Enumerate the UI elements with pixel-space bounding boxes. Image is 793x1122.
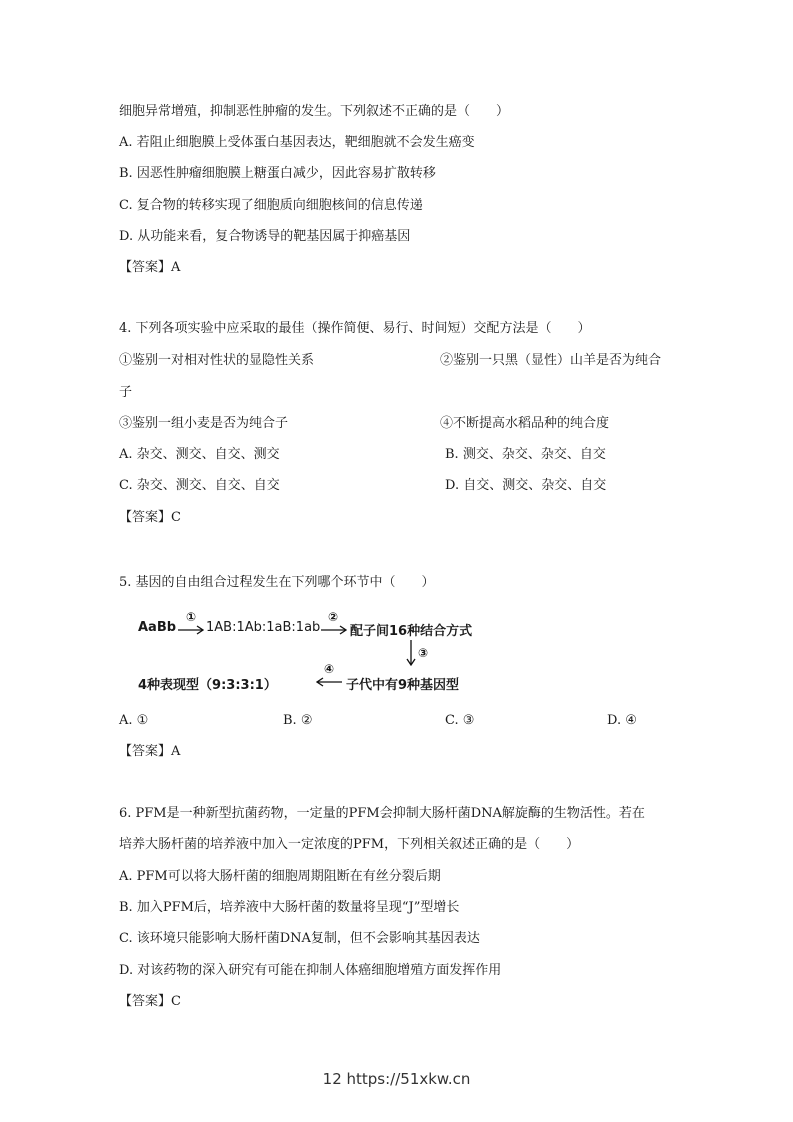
q6-stem-line-1: 6. PFM是一种新型抗菌药物，一定量的PFM会抑制大肠杆菌DNA解旋酶的生物活性。若在	[119, 806, 645, 821]
diagram-step-3: ③	[418, 646, 429, 660]
q5-option-c: C. ③	[445, 713, 475, 728]
arrow-right-icon	[321, 625, 347, 635]
diagram-combinations: 配子间16种结合方式	[350, 624, 473, 639]
q6-option-c: C. 该环境只能影响大肠杆菌DNA复制，但不会影响其基因表达	[119, 931, 480, 946]
arrow-right-icon	[178, 625, 204, 635]
q3-option-a: A. 若阻止细胞膜上受体蛋白基因表达，靶细胞就不会发生癌变	[119, 135, 475, 150]
arrow-left-icon	[316, 677, 342, 687]
q5-process-diagram	[138, 610, 498, 696]
q6-option-d: D. 对该药物的深入研究有可能在抑制人体癌细胞增殖方面发挥作用	[119, 963, 502, 978]
diagram-step-4: ④	[324, 662, 335, 676]
q3-option-b: B. 因恶性肿瘤细胞膜上糖蛋白减少，因此容易扩散转移	[119, 166, 436, 181]
q4-item-3: ③鉴别一组小麦是否为纯合子	[119, 416, 289, 431]
q5-option-b: B. ②	[283, 713, 313, 728]
q4-option-d: D. 自交、测交、杂交、自交	[445, 478, 607, 493]
diagram-step-1: ①	[186, 610, 197, 624]
q6-option-a: A. PFM可以将大肠杆菌的细胞周期阻断在有丝分裂后期	[119, 869, 441, 884]
q5-option-d: D. ④	[607, 713, 637, 728]
diagram-genotypes: 子代中有9种基因型	[346, 678, 460, 693]
arrow-down-icon	[406, 640, 416, 666]
q3-option-d: D. 从功能来看，复合物诱导的靶基因属于抑癌基因	[119, 229, 411, 244]
q4-option-b: B. 测交、杂交、杂交、自交	[445, 447, 606, 462]
diagram-gametes: 1AB:1Ab:1aB:1ab	[206, 620, 321, 635]
q6-answer: 【答案】C	[119, 994, 181, 1009]
q4-option-c: C. 杂交、测交、自交、自交	[119, 478, 280, 493]
q4-stem: 4. 下列各项实验中应采取的最佳（操作简便、易行、时间短）交配方法是（ ）	[119, 321, 591, 336]
q5-stem: 5. 基因的自由组合过程发生在下列哪个环节中（ ）	[119, 575, 435, 590]
q3-answer: 【答案】A	[119, 260, 181, 275]
q3-option-c: C. 复合物的转移实现了细胞质向细胞核间的信息传递	[119, 198, 423, 213]
q4-item-2: ②鉴别一只黑（显性）山羊是否为纯合	[440, 353, 662, 368]
page-footer: 12 https://51xkw.cn	[322, 1070, 471, 1088]
q5-answer: 【答案】A	[119, 744, 181, 759]
q4-item-4: ④不断提高水稻品种的纯合度	[440, 416, 610, 431]
q4-item-2-wrap: 子	[119, 385, 133, 400]
q4-option-a: A. 杂交、测交、自交、测交	[119, 447, 280, 462]
q6-option-b: B. 加入PFM后，培养液中大肠杆菌的数量将呈现“J”型增长	[119, 900, 460, 915]
q5-option-a: A. ①	[119, 713, 149, 728]
q6-stem-line-2: 培养大肠杆菌的培养液中加入一定浓度的PFM，下列相关叙述正确的是（ ）	[119, 837, 580, 852]
diagram-step-2: ②	[328, 610, 339, 624]
diagram-phenotypes: 4种表现型（9:3:3:1）	[138, 678, 277, 693]
q3-stem: 细胞异常增殖，抑制恶性肿瘤的发生。下列叙述不正确的是（ ）	[119, 104, 510, 119]
q4-item-1: ①鉴别一对相对性状的显隐性关系	[119, 353, 315, 368]
diagram-start: AaBb	[138, 620, 177, 635]
q4-answer: 【答案】C	[119, 510, 181, 525]
